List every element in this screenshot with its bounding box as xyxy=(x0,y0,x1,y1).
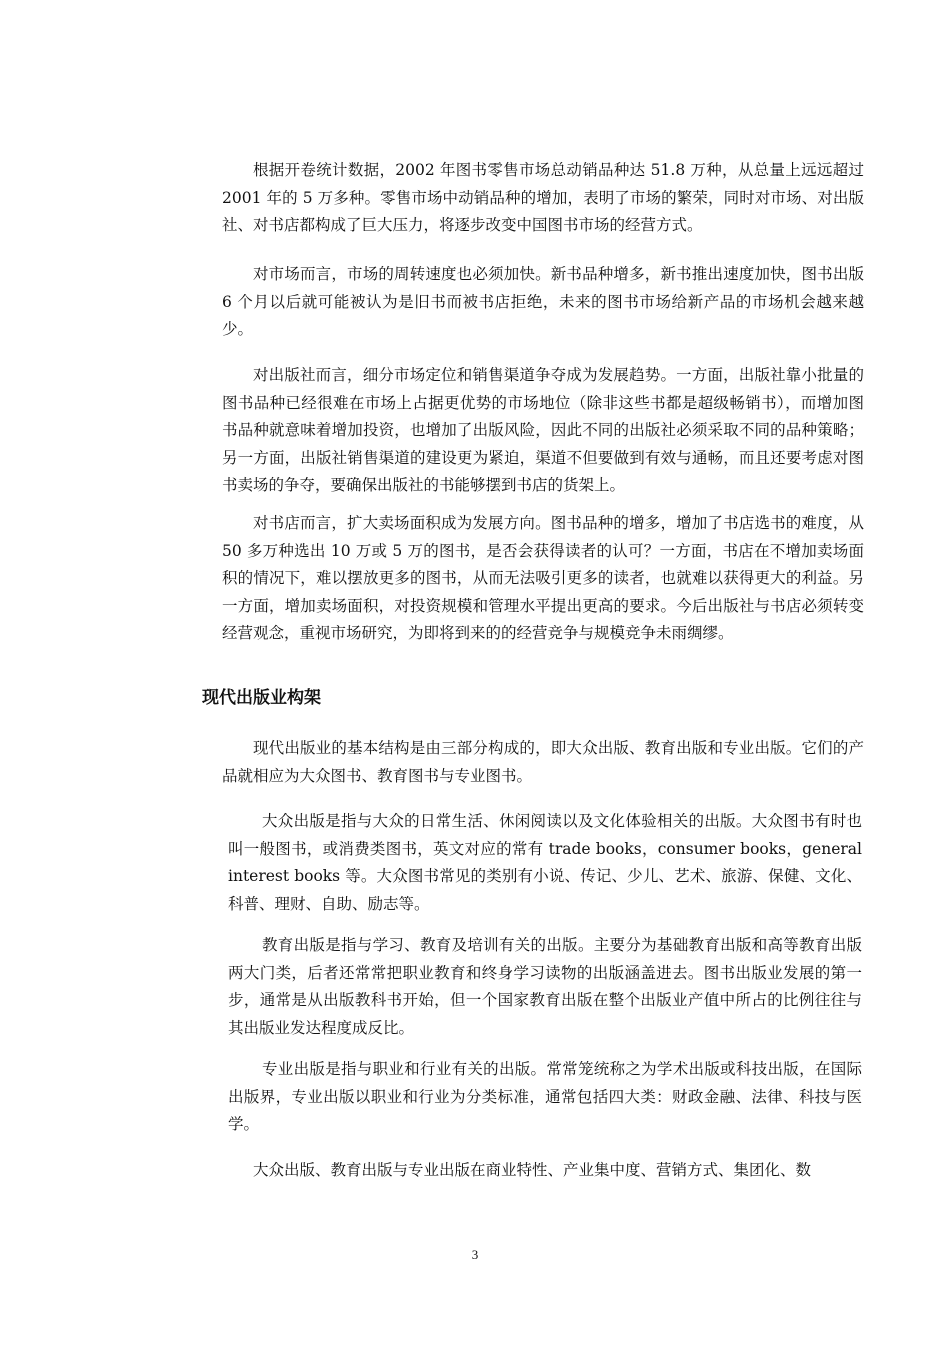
paragraph-professional-publishing: 专业出版是指与职业和行业有关的出版。常常笼统称之为学术出版或科技出版，在国际出版界，专业出版以职业和行业为分类标准，通常包括四大类：财政金融、法律、科技与医学。 xyxy=(228,1060,862,1133)
page-number: 3 xyxy=(471,1247,479,1262)
paragraph-bookstore-strategy: 对书店而言，扩大卖场面积成为发展方向。图书品种的增多，增加了书店选书的难度，从 50 多万种选出 10 万或 5 万的图书，是否会获得读者的认可？一方面，书店在不增加卖场面积的情况下，难以摆放更多的图书，从而无法吸引更多的读者，也就难以获得更大的利益。另一方面，增加卖场面积，对投资规模和管理水平提出更高的要求。今后出版社与书店必须转变经营观念，重视市场研究，为即将到来的的经营竞争与规模竞争未雨绸缪。 xyxy=(222,514,864,642)
paragraph-publishing-structure: 现代出版业的基本结构是由三部分构成的，即大众出版、教育出版和专业出版。它们的产品就相应为大众图书、教育图书与专业图书。 xyxy=(222,739,864,785)
paragraph-comparison: 大众出版、教育出版与专业出版在商业特性、产业集中度、营销方式、集团化、数 xyxy=(253,1161,812,1179)
paragraph-market-turnover: 对市场而言，市场的周转速度也必须加快。新书品种增多，新书推出速度加快，图书出版 6 个月以后就可能被认为是旧书而被书店拒绝，未来的图书市场给新产品的市场机会越来越少。 xyxy=(222,265,864,338)
paragraph-trade-publishing: 大众出版是指与大众的日常生活、休闲阅读以及文化体验相关的出版。大众图书有时也叫一般图书，或消费类图书，英文对应的常有 trade books，consumer books，general interest books 等。大众图书常见的类别有小说、传记、少儿、艺术、旅游、保健、文化、科普、理财、自助、励志等。 xyxy=(228,812,862,913)
paragraph-book-count-statistics: 根据开卷统计数据，2002 年图书零售市场总动销品种达 51.8 万种，从总量上远远超过 2001 年的 5 万多种。零售市场中动销品种的增加，表明了市场的繁荣，同时对市场、对出版社、对书店都构成了巨大压力，将逐步改变中国图书市场的经营方式。 xyxy=(222,161,864,234)
section-heading: 现代出版业构架 xyxy=(202,688,321,708)
paragraph-publisher-strategy: 对出版社而言，细分市场定位和销售渠道争夺成为发展趋势。一方面，出版社靠小批量的图书品种已经很难在市场上占据更优势的市场地位（除非这些书都是超级畅销书），而增加图书品种就意味着增加投资，也增加了出版风险，因此不同的出版社必须采取不同的品种策略；另一方面，出版社销售渠道的建设更为紧迫，渠道不但要做到有效与通畅，而且还要考虑对图书卖场的争夺，要确保出版社的书能够摆到书店的货架上。 xyxy=(222,366,864,494)
paragraph-education-publishing: 教育出版是指与学习、教育及培训有关的出版。主要分为基础教育出版和高等教育出版两大门类，后者还常常把职业教育和终身学习读物的出版涵盖进去。图书出版业发展的第一步，通常是从出版教科书开始，但一个国家教育出版在整个出版业产值中所占的比例往往与其出版业发达程度成反比。 xyxy=(228,936,862,1037)
